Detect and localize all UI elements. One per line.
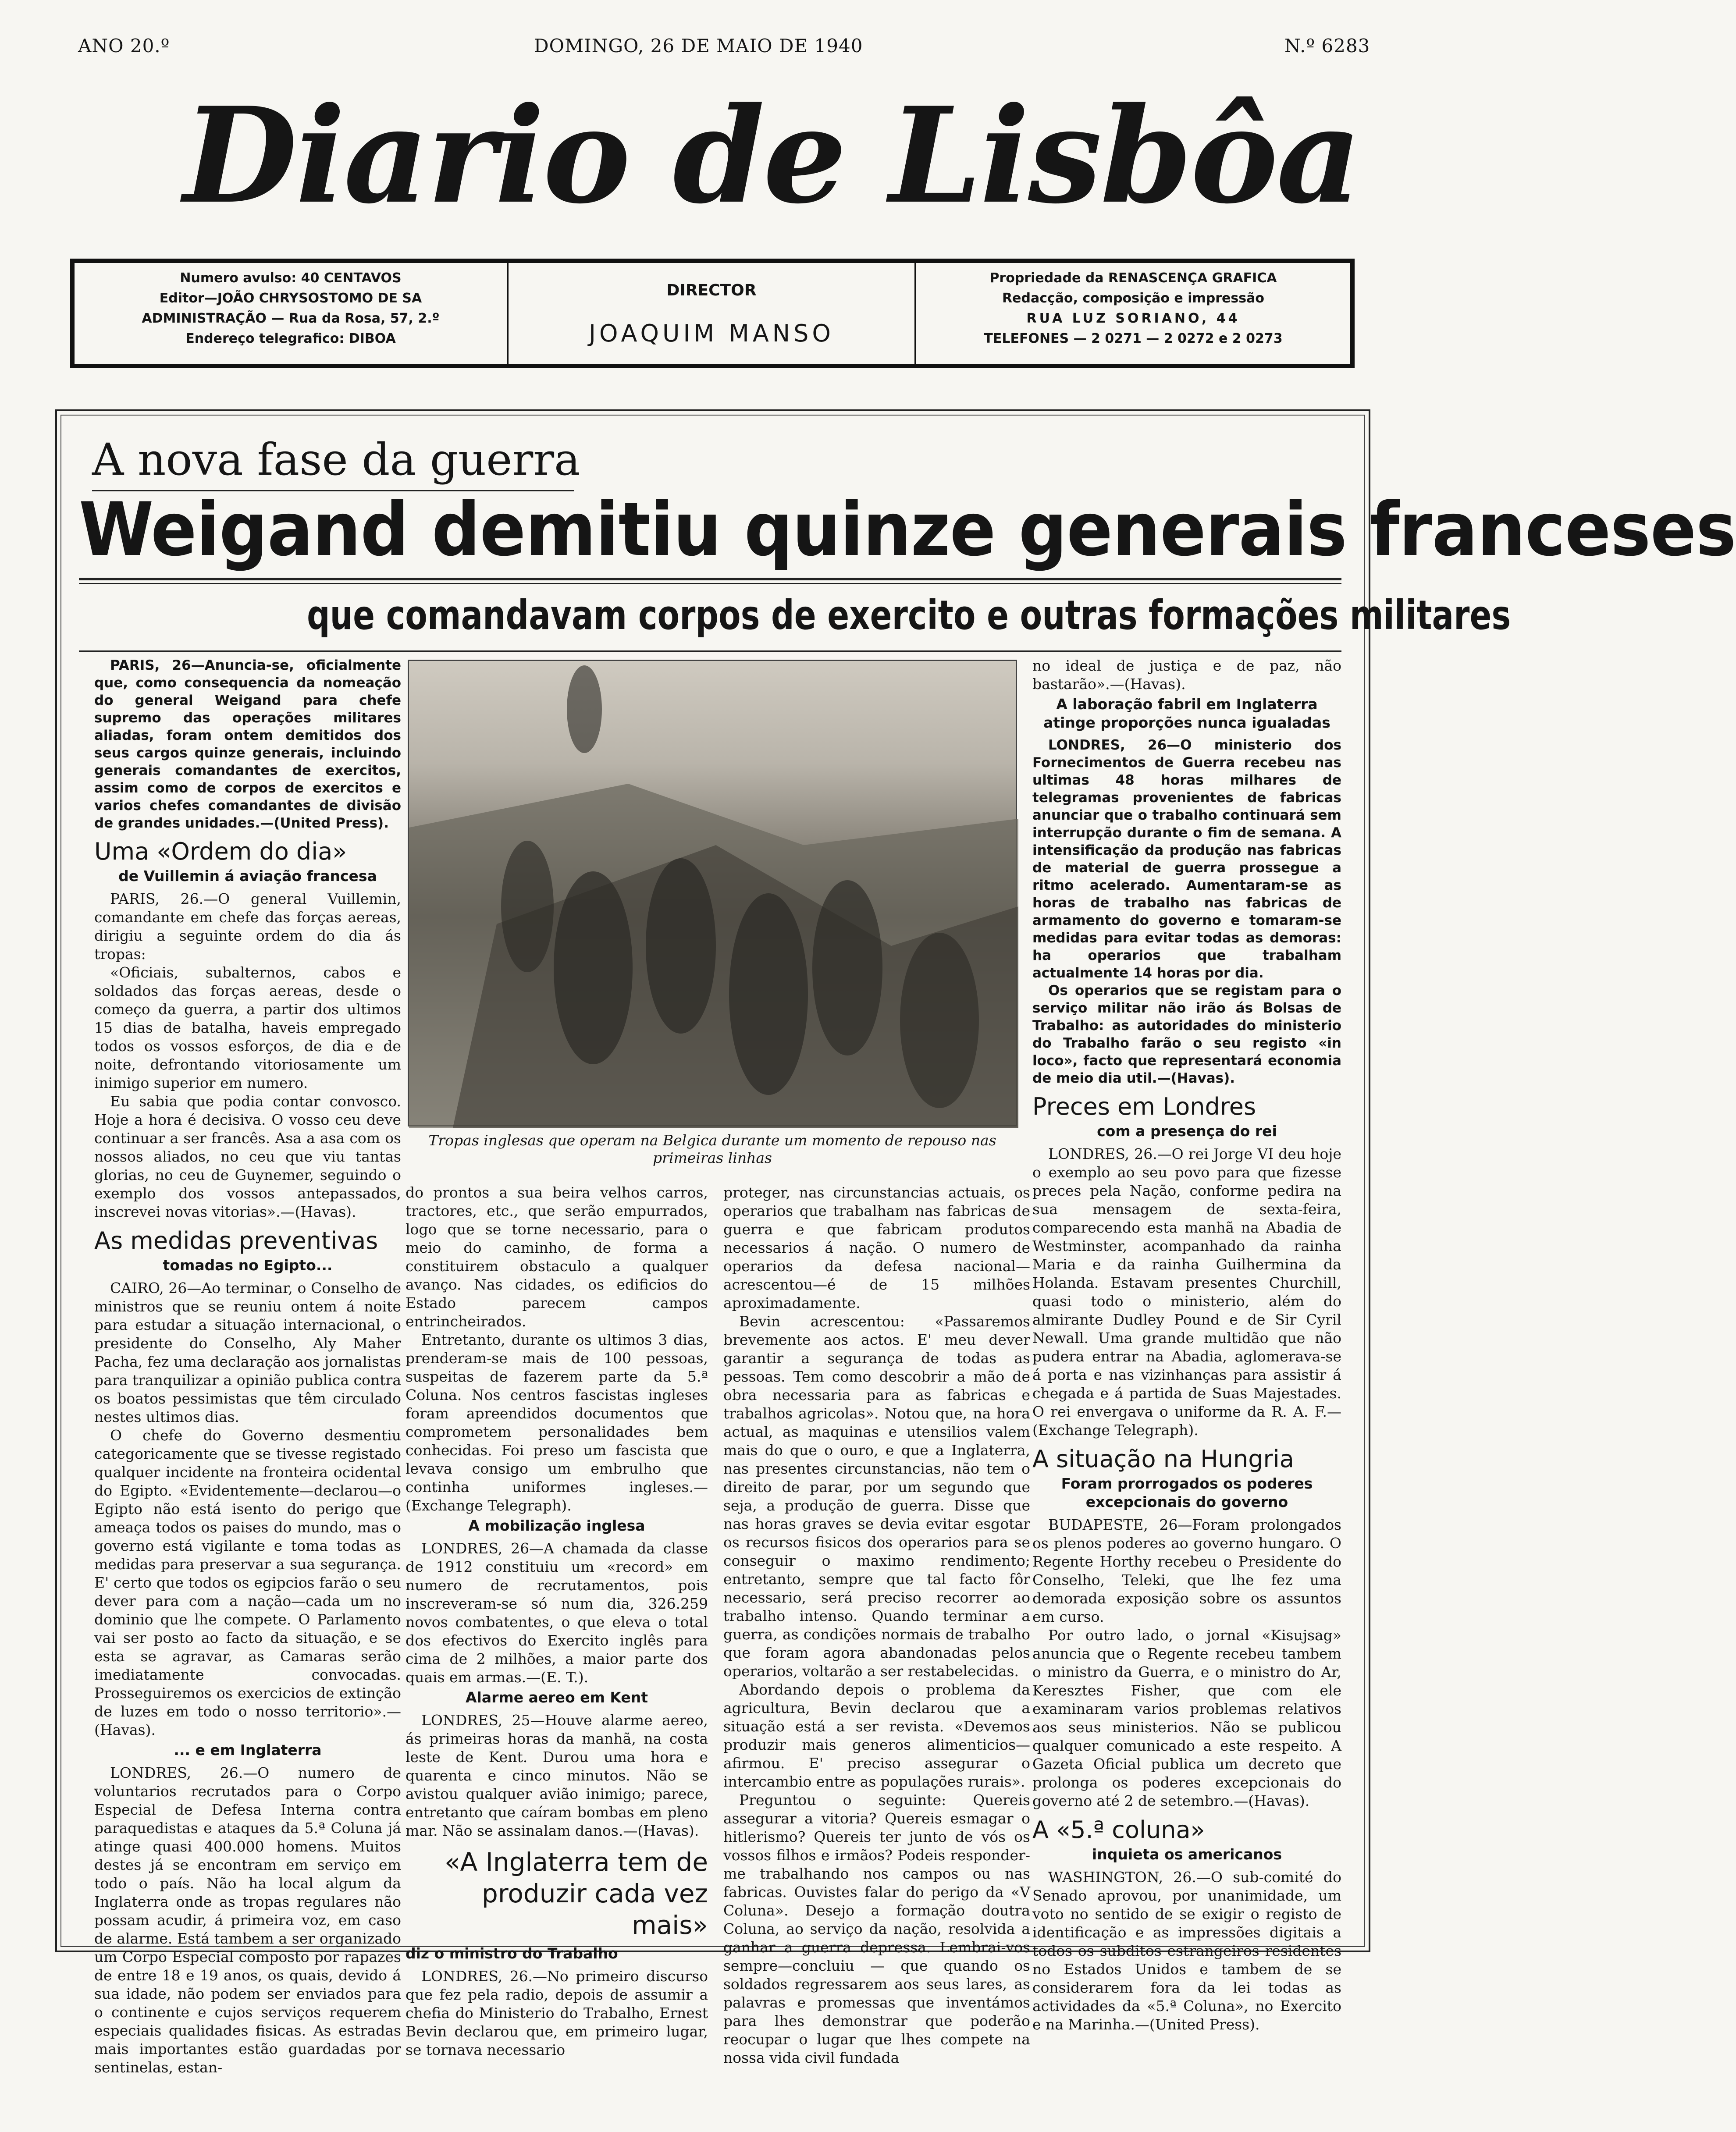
paragraph: «Oficiais, subalternos, cabos e soldados das forças aereas, desde o começo da guerra, a partir dos ultimos 15 dias de batalha, haveis empregado todos os vossos esforços, de dia e de noite, defrontando vitoriosamente um inimigo superior em numero. [94, 964, 401, 1091]
headline-rule [79, 578, 1341, 580]
director-name: JOAQUIM MANSO [589, 320, 834, 347]
subheading-inglaterra: ... e em Inglaterra [174, 1741, 322, 1759]
subheading-vuillemin: de Vuillemin á aviação francesa [118, 867, 377, 885]
paragraph: BUDAPESTE, 26—Foram prolongados os plenos poderes ao governo hungaro. O Regente Horthy recebeu o Presidente do Conselho, Teleki, que lhe fez uma demorada exposição sobre os assuntos em curso. [1032, 1516, 1341, 1625]
lead-headline: Weigand demitiu quinze generais franceses [79, 487, 1736, 572]
paragraph: Entretanto, durante os ultimos 3 dias, prenderam-se mais de 100 pessoas, suspeitas de fazerem parte da 5.ª Coluna. Nos centros fascistas ingleses foram apreendidos documentos que comprometem personalidades bem conhecidas. Foi preso um fascista que levava consigo um embrulho que continha uniformes ingleses.—(Exchange Telegraph). [406, 1331, 708, 1514]
subheading-rei: com a presença do rei [1097, 1123, 1277, 1140]
paragraph: do prontos a sua beira velhos carros, tractores, etc., que serão empurrados, logo que se torne necessario, para o meio do caminho, de forma a constituirem obstaculo a qualquer avanço. Nas cidades, os edificios do Estado parecem campos entrincheirados. [406, 1184, 708, 1330]
paragraph: Eu sabia que podia contar convosco. Hoje a hora é decisiva. O vosso ceu deve continuar a ser francês. Asa a asa com os nossos aliados, no ceu que viu tantas glorias, no ceu de Guynemer, seguindo o exemplo dos vossos antepassados, inscrevei novas vitorias».—(Havas). [94, 1093, 401, 1220]
paragraph: Abordando depois o problema da agricultura, Bevin declarou que a situação está a ser revista. «Devemos produzir mais generos alimenticios—afirmou. E' preciso assegurar o intercambio entre as populações rurais». [723, 1681, 1030, 1790]
heading-hungria: A situação na Hungria [1032, 1445, 1294, 1473]
editor-line: Editor—JOÃO CHRYSOSTOMO DE SA [159, 291, 422, 306]
paragraph: LONDRES, 26.—O rei Jorge VI deu hoje o exemplo ao seu povo para que fizesse preces pela Nação, conforme pedira na sua mensagem de sexta-feira, comparecendo esta manhã na Abadia de Westminster, acompanhado da rainha Maria e da rainha Guilhermina da Holanda. Estavam presentes Churchill, quasi todo o ministerio, além do almirante Dudley Pound e de Sir Cyril Newall. Uma grande multidão que não pudera entrar na Abadia, aglomerava-se á porta e nas vizinhanças para assistir á chegada e á partida de Suas Majestades. O rei envergava o uniforme da R. A. F.—(Exchange Telegraph). [1032, 1145, 1341, 1439]
info-right [916, 263, 1350, 364]
subheading-alarme-kent: Alarme aereo em Kent [465, 1689, 648, 1706]
paragraph: LONDRES, 26—A chamada da classe de 1912 constituiu um «record» em numero de recrutamentos, pois inscreveram-se só num dia, 326.259 novos combatentes, o que eleva o total dos efectivos do Exercito inglês para cima de 2 milhões, a maior parte dos quais em armas.—(E. T.). [406, 1540, 708, 1686]
lead-kicker: A nova fase da guerra [92, 434, 580, 485]
column-1 [94, 657, 401, 2077]
paragraph: LONDRES, 25—Houve alarme aereo, ás primeiras horas da manhã, na costa leste de Kent. Durou uma hora e quarenta e cinco minutos. Não se avistou qualquer avião inimigo; parece, entretanto que caíram bombas em pleno mar. Não se assinalam danos.—(Havas). [406, 1712, 708, 1839]
price-line: Numero avulso: 40 CENTAVOS [180, 270, 402, 286]
issue-number: N.º 6283 [1284, 35, 1370, 57]
paragraph: CAIRO, 26—Ao terminar, o Conselho de ministros que se reuniu ontem á noite para estudar a situação internacional, o presidente do Conselho, Aly Maher Pacha, fez uma declaração aos jornalistas para tranquilizar a opinião publica contra os boatos pessimistas que têm circulado nestes ultimos dias. [94, 1279, 401, 1425]
info-director [509, 263, 916, 364]
column-4 [1032, 657, 1341, 2034]
photo-caption: Tropas inglesas que operam na Belgica durante um momento de repouso nas primeiras linhas [428, 1132, 996, 1166]
paragraph: Bevin acrescentou: «Passaremos brevemente aos actos. E' meu dever garantir a segurança de todas as pessoas. Tem como descobrir a mão de obra necessaria para as fabricas e trabalhos agricolas». Notou que, na hora actual, as maquinas e utensilios valem mais do que o ouro, e que a Inglaterra, nas presentes circunstancias, não tem o direito de parar, por um segundo que seja, a produção de guerra. Disse que nas horas graves se devia evitar esgotar os recursos fisicos dos operarios para se conseguir o maximo rendimento; entretanto, sempre que tal facto fôr necessario, será preciso recorrer ao trabalho intenso. Quando terminar a guerra, as condições normais de trabalho que foram agora abandonadas pelos operarios, voltarão a ser restabelecidas. [723, 1313, 1030, 1680]
column-3 [723, 1183, 1030, 2067]
troops-photo-graphic [409, 661, 1018, 1128]
address-line: RUA LUZ SORIANO, 44 [1026, 311, 1240, 326]
lead-intro: PARIS, 26—Anuncia-se, oficialmente que, como consequencia da nomeação do general Weigand para chefe supremo das operações militares aliadas, foram ontem demitidos dos seus cargos quinze generais, incluindo generais comandantes de exercitos, assim como de corpos de exercitos e varios chefes comandantes de divisão de grandes unidades.—(United Press). [94, 657, 401, 831]
info-left [75, 263, 509, 364]
subhead-rule [79, 650, 1341, 652]
paragraph: LONDRES, 26.—No primeiro discurso que fez pela radio, depois de assumir a chefia do Ministerio do Trabalho, Ernest Bevin declarou que, em primeiro lugar, se tornava necessario [406, 1968, 708, 2058]
subheading-poderes: Foram prorrogados os poderes excepcionais do governo [1061, 1475, 1313, 1510]
issue-date: DOMINGO, 26 DE MAIO DE 1940 [534, 35, 863, 57]
subheading-egipto: tomadas no Egipto... [163, 1257, 333, 1274]
paragraph: Os operarios que se registam para o serviço militar não irão ás Bolsas de Trabalho: as autoridades do ministerio do Trabalho farão o seu registo «in loco», facto que representará economia de meio dia util.—(Havas). [1032, 983, 1341, 1086]
paragraph: Preguntou o seguinte: Quereis assegurar a vitoria? Quereis esmagar o hitlerismo? Quereis ter junto de vós os vossos filhos e irmãos? Podeis responder-me trabalhando nos campos ou nas fabricas. Ouvistes falar do perigo da «V Coluna». Desejo a formação doutra Coluna, ao serviço da nação, resolvida a ganhar a guerra depressa. Lembrai-vos sempre—concluiu — que quando os soldados regressarem aos seus lares, as palavras e promessas que inventámos para lhes demonstrar que poderão reocupar o lugar que lhes compete na nossa vida civil fundada [723, 1791, 1030, 2066]
headline-rule-thin [79, 583, 1341, 584]
paragraph: WASHINGTON, 26.—O sub-comité do Senado aprovou, por unanimidade, um voto no sentido de se exigir o registo de identificação e as impressões digitais a todos os subditos estrangeiros residentes no Estados Unidos e tambem de se considerarem fora da lei todas as actividades da «5.ª Coluna», no Exercito e na Marinha.—(United Press). [1032, 1869, 1341, 2033]
column-2 [406, 1183, 708, 2059]
heading-ordem-do-dia: Uma «Ordem do dia» [94, 838, 347, 865]
press-line: Redacção, composição e impressão [1002, 291, 1264, 306]
paragraph: LONDRES, 26.—O numero de voluntarios recrutados para o Corpo Especial de Defesa Interna contra paraquedistas e ataques da 5.ª Coluna já atinge quasi 400.000 homens. Muitos destes já se encontram em serviço em todo o país. Não ha local algum da Inglaterra onde as tropas regulares não possam acudir, á primeira voz, em caso de alarme. Está tambem a ser organizado um Corpo Especial composto por rapazes de entre 18 e 19 anos, os quais, devido á sua idade, não podem ser enviados para o continente e cujos serviços requerem especiais qualidades fisicas. As estradas mais importantes estão guardadas por sentinelas, estan- [94, 1764, 401, 2076]
paragraph: O chefe do Governo desmentiu categoricamente que se tivesse registado qualquer incidente na fronteira ocidental do Egipto. «Evidentemente—declarou—o Egipto não está isento do perigo que ameaça todos os paises do mundo, mas o governo está vigilante e toma todas as medidas para preservar a sua segurança. E' certo que todos os egipcios farão o seu dever para com a nação—cada um no dominio que lhe compete. O Parlamento vai ser posto ao facto da situação, e se esta se agravar, as Camaras serão imediatamente convocadas. Prosseguiremos os exercicios de extinção de luzes em todo o nosso territorio».—(Havas). [94, 1427, 401, 1738]
paragraph: proteger, nas circunstancias actuais, os operarios que trabalham nas fabricas de guerra e que fabricam produtos necessarios á nação. O numero de operarios da defesa nacional—acrescentou—é de 15 milhões aproximadamente. [723, 1184, 1030, 1311]
paragraph: no ideal de justiça e de paz, não bastarão».—(Havas). [1032, 657, 1341, 693]
subheading-americanos: inquieta os americanos [1092, 1846, 1282, 1863]
subheading-mobilizacao: A mobilização inglesa [468, 1517, 645, 1534]
paragraph: PARIS, 26.—O general Vuillemin, comandante em chefe das forças aereas, dirigiu a seguinte ordem do dia ás tropas: [94, 890, 401, 963]
troops-photo [408, 660, 1017, 1126]
heading-preces-londres: Preces em Londres [1032, 1093, 1256, 1120]
director-label: DIRECTOR [666, 281, 757, 299]
paragraph: Por outro lado, o jornal «Kisujsag» anuncia que o Regente recebeu tambem o ministro da Guerra, e o ministro do Ar, Keresztes Fisher, que com ele examinaram varios problemas relativos aos seus ministerios. Não se publicou qualquer comunicado a este respeito. A Gazeta Oficial publica um decreto que prolonga os poderes excepcionais do governo até 2 de setembro.—(Havas). [1032, 1627, 1341, 1809]
subheading-ministro-trabalho: diz o ministro do Trabalho [406, 1945, 618, 1962]
administration-line: ADMINISTRAÇÃO — Rua da Rosa, 57, 2.º [142, 311, 440, 326]
info-box [70, 259, 1355, 368]
telegraph-line: Endereço telegrafico: DIBOA [185, 331, 396, 346]
heading-inglaterra-produzir: «A Inglaterra tem de produzir cada vez mais» [445, 1847, 708, 1940]
issue-year: ANO 20.º [78, 35, 170, 57]
lead-subhead: que comandavam corpos de exercito e outras formações militares [307, 592, 1511, 639]
heading-quinta-coluna: A «5.ª coluna» [1032, 1816, 1205, 1844]
masthead-title: Diario de Lisbôa [183, 78, 1360, 233]
heading-medidas-preventivas: As medidas preventivas [94, 1227, 378, 1254]
subheading-laboracao: A laboração fabril em Inglaterra atinge proporções nunca igualadas [1043, 696, 1330, 731]
paragraph: LONDRES, 26—O ministerio dos Fornecimentos de Guerra recebeu nas ultimas 48 horas milhares de telegramas provenientes de fabricas anunciar que o trabalho continuará sem interrupção durante o fim de semana. A intensificação da produção nas fabricas de material de guerra prossegue a ritmo acelerado. Aumentaram-se as horas de trabalho nas fabricas de armamento do governo e tomaram-se medidas para evitar todas as demoras: ha operarios que trabalham actualmente 14 horas por dia. [1032, 737, 1341, 981]
phones-line: TELEFONES — 2 0271 — 2 0272 e 2 0273 [984, 331, 1283, 346]
owner-line: Propriedade da RENASCENÇA GRAFICA [989, 270, 1277, 286]
